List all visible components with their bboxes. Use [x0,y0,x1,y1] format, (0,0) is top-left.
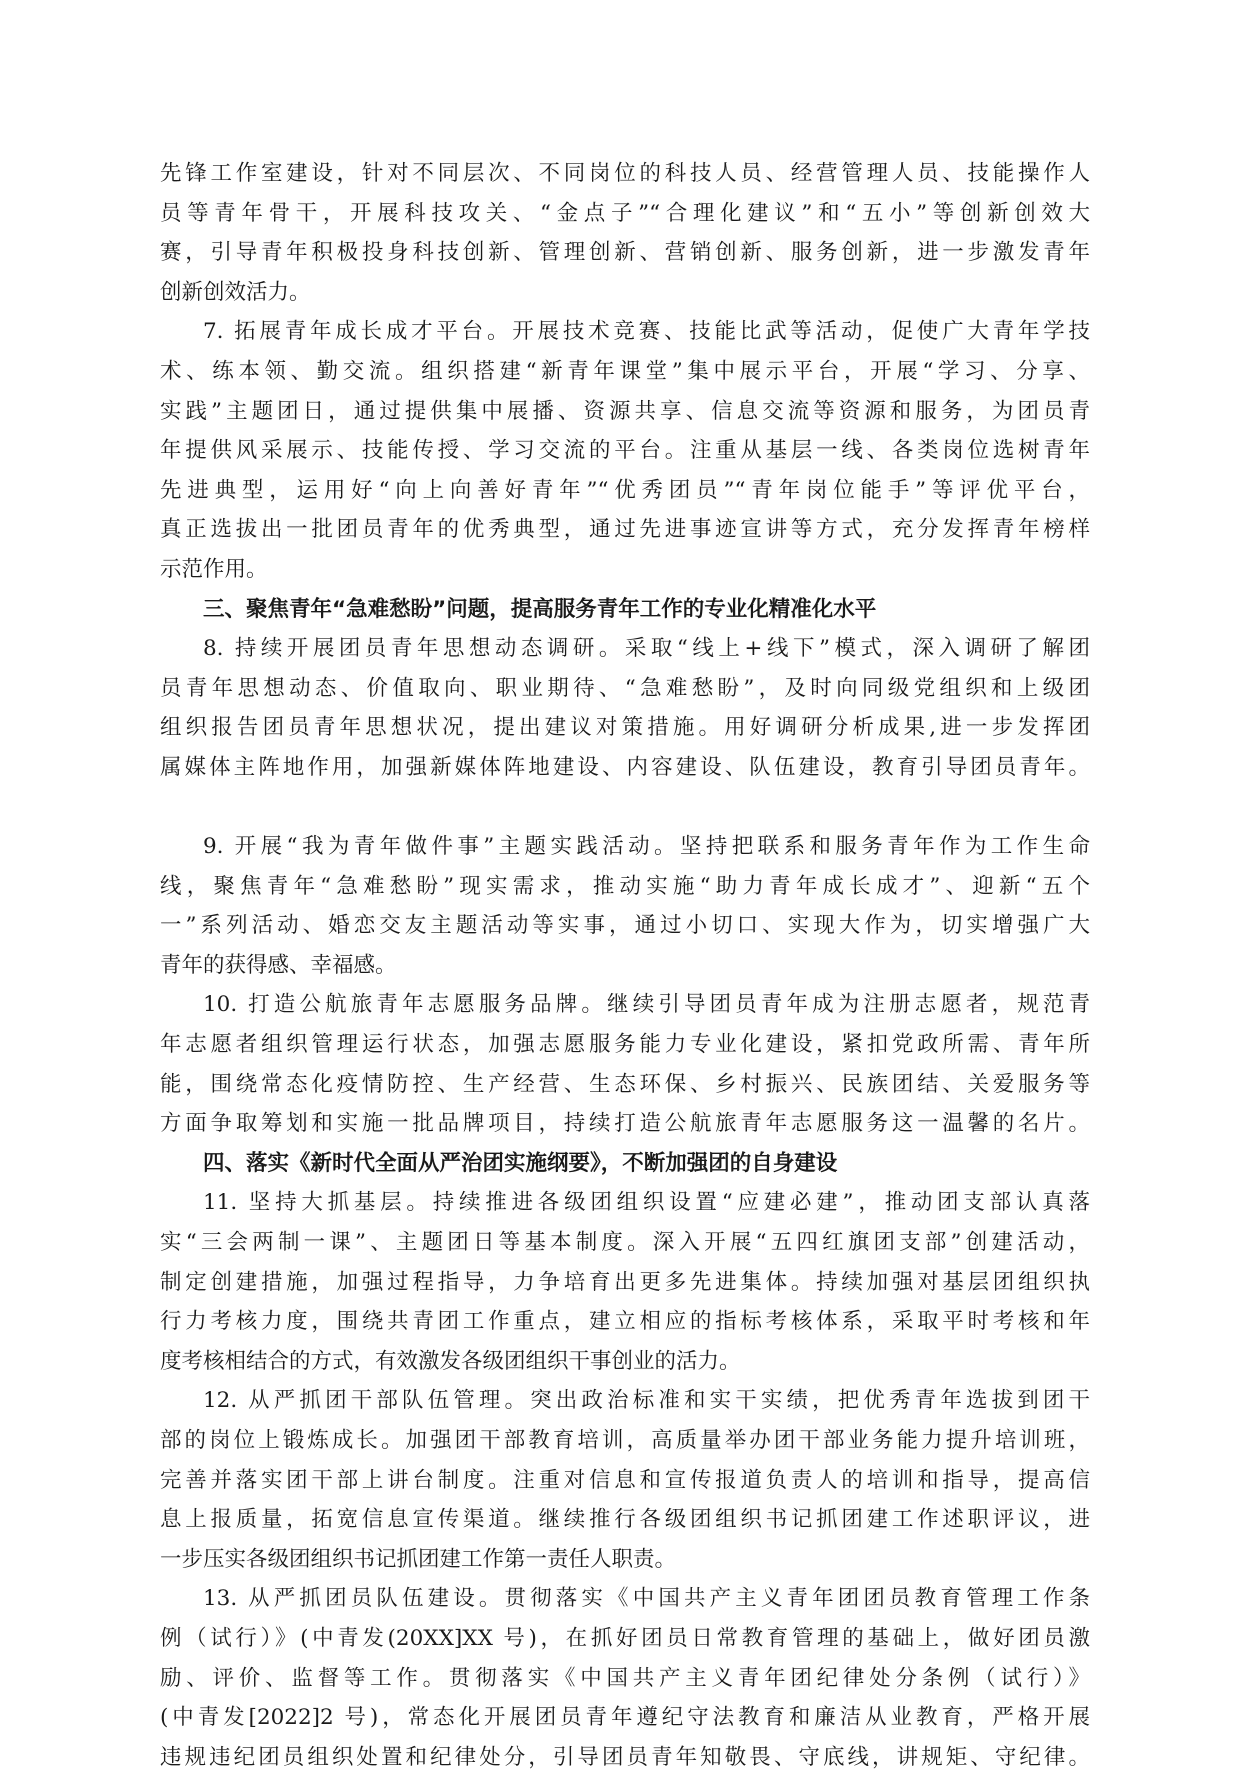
text-line: (中青发[2022]2 号)，常态化开展团员青年遵纪守法教育和廉洁从业教育，严格开展 [160,1705,1090,1731]
text-line: 息上报质量，拓宽信息宣传渠道。继续推行各级团组织书记抓团建工作述职评议，进 [160,1507,1090,1533]
text-line: 年提供风采展示、技能传授、学习交流的平台。注重从基层一线、各类岗位选树青年 [160,438,1090,464]
blank-line [160,788,1090,828]
text-line: 9. 开展“我为青年做件事”主题实践活动。坚持把联系和服务青年作为工作生命 [203,834,1090,860]
text-line: 组织报告团员青年思想状况，提出建议对策措施。用好调研分析成果,进一步发挥团 [160,715,1090,741]
text-line: 示范作用。 [160,556,268,582]
text-line: 术、练本领、勤交流。组织搭建“新青年课堂”集中展示平台，开展“学习、分享、 [160,358,1090,384]
text-line: 属媒体主阵地作用，加强新媒体阵地建设、内容建设、队伍建设，教育引导团员青年。 [160,754,1090,780]
text-line: 真正选拔出一批团员青年的优秀典型，通过先进事迹宣讲等方式，充分发挥青年榜样 [160,517,1090,543]
text-line: 励、评价、监督等工作。贯彻落实《中国共产主义青年团纪律处分条例（试行）》 [160,1665,1090,1691]
text-line: 制定创建措施，加强过程指导，力争培育出更多先进集体。持续加强对基层团组织执 [160,1269,1090,1295]
text-line: 违规违纪团员组织处置和纪律处分，引导团员青年知敬畏、守底线，讲规矩、守纪律。 [160,1744,1090,1770]
text-line: 行力考核力度，围绕共青团工作重点，建立相应的指标考核体系，采取平时考核和年 [160,1309,1090,1335]
text-line: 实践”主题团日，通过提供集中展播、资源共享、信息交流等资源和服务，为团员青 [160,398,1090,424]
text-line: 赛，引导青年积极投身科技创新、管理创新、营销创新、服务创新，进一步激发青年 [160,240,1090,266]
document-page [160,154,1090,1777]
text-line: 员等青年骨干，开展科技攻关、“金点子”“合理化建议”和“五小”等创新创效大 [160,200,1090,226]
text-line: 一步压实各级团组织书记抓团建工作第一责任人职责。 [160,1546,677,1572]
text-line: 部的岗位上锻炼成长。加强团干部教育培训，高质量举办团干部业务能力提升培训班， [160,1428,1090,1453]
text-line: 10. 打造公航旅青年志愿服务品牌。继续引导团员青年成为注册志愿者，规范青 [203,992,1090,1018]
text-line: 先进典型，运用好“向上向善好青年”“优秀团员”“青年岗位能手”等评优平台， [160,477,1090,503]
section-heading: 三、聚焦青年“急难愁盼”问题，提高服务青年工作的专业化精准化水平 [203,596,877,622]
text-line: 方面争取筹划和实施一批品牌项目，持续打造公航旅青年志愿服务这一温馨的名片。 [160,1111,1090,1137]
text-line: 一”系列活动、婚恋交友主题活动等实事，通过小切口、实现大作为，切实增强广大 [160,913,1090,939]
section-heading: 四、落实《新时代全面从严治团实施纲要》，不断加强团的自身建设 [203,1150,838,1176]
text-line: 线，聚焦青年“急难愁盼”现实需求，推动实施“助力青年成长成才”、迎新“五个 [160,873,1090,899]
text-line: 完善并落实团干部上讲台制度。注重对信息和宣传报道负责人的培训和指导，提高信 [160,1467,1090,1493]
text-line: 员青年思想动态、价值取向、职业期待、“急难愁盼”，及时向同级党组织和上级团 [160,675,1090,701]
text-line: 12. 从严抓团干部队伍管理。突出政治标准和实干实绩，把优秀青年选拔到团干 [203,1388,1090,1414]
text-line: 例（试行）》(中青发(20XX]XX 号)，在抓好团员日常教育管理的基础上，做好团员激 [160,1625,1090,1651]
text-line: 11. 坚持大抓基层。持续推进各级团组织设置“应建必建”，推动团支部认真落 [203,1190,1090,1216]
text-line: 实“三会两制一课”、主题团日等基本制度。深入开展“五四红旗团支部”创建活动， [160,1230,1090,1256]
text-line: 度考核相结合的方式，有效激发各级团组织干事创业的活力。 [160,1348,741,1374]
text-line: 能，围绕常态化疫情防控、生产经营、生态环保、乡村振兴、民族团结、关爱服务等 [160,1071,1090,1097]
text-line: 创新创效活力。 [160,279,311,305]
text-line: 年志愿者组织管理运行状态，加强志愿服务能力专业化建设，紧扣党政所需、青年所 [160,1032,1090,1058]
text-line: 8. 持续开展团员青年思想动态调研。采取“线上+线下”模式，深入调研了解团 [203,636,1090,662]
text-line: 先锋工作室建设，针对不同层次、不同岗位的科技人员、经营管理人员、技能操作人 [160,161,1090,186]
text-line: 7. 拓展青年成长成才平台。开展技术竞赛、技能比武等活动，促使广大青年学技 [203,319,1090,345]
text-line: 青年的获得感、幸福感。 [160,952,397,978]
text-line: 13. 从严抓团员队伍建设。贯彻落实《中国共产主义青年团团员教育管理工作条 [203,1586,1090,1612]
